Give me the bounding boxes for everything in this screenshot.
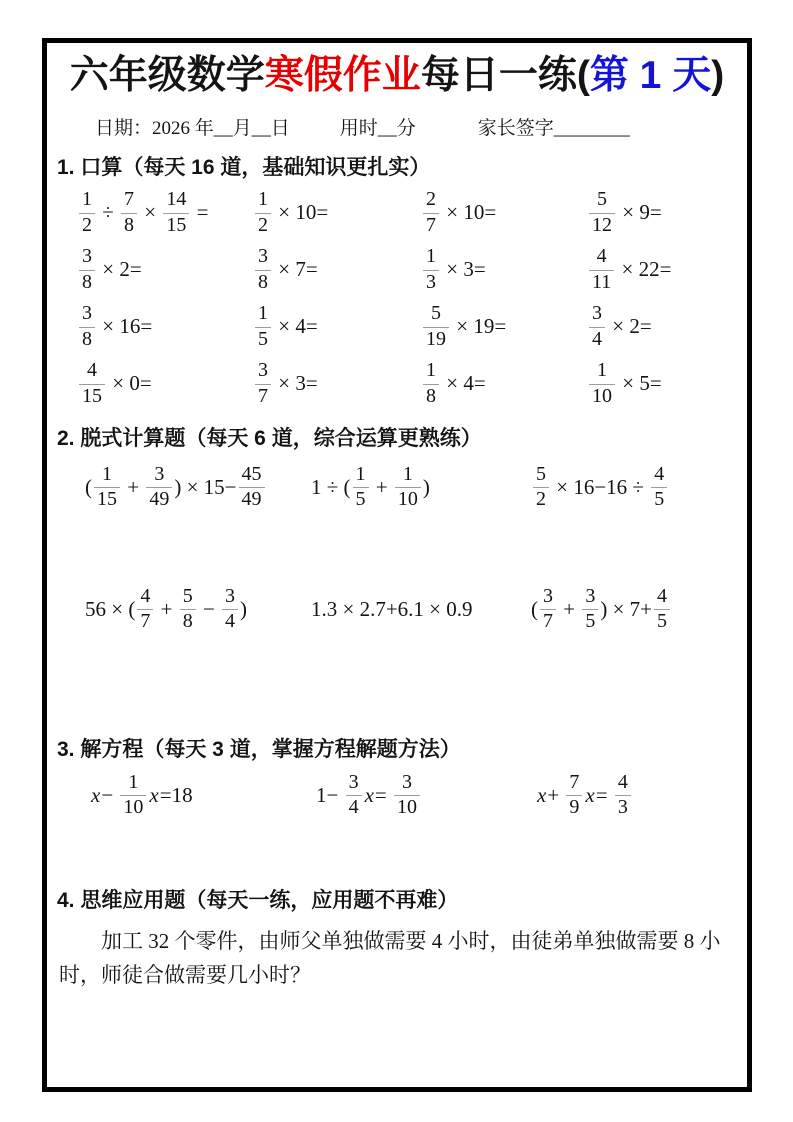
math-text: × 10= — [273, 200, 329, 224]
fraction: $\frac{3}{49}$ — [146, 464, 172, 510]
oral-problem — [421, 241, 587, 298]
fraction: $\frac{45}{49}$ — [239, 464, 265, 510]
fraction: $\frac{1}{5}$ — [353, 464, 369, 510]
fraction: $\frac{3}{8}$ — [79, 303, 95, 349]
oral-problem — [77, 184, 253, 241]
oral-problem — [77, 241, 253, 298]
math-text: 1.3 × 2.7+6.1 × 0.9 — [311, 596, 473, 621]
equation-problem — [536, 763, 747, 827]
equation-problems-grid — [47, 763, 747, 827]
date-field: 日期：2026 年__月__日 — [95, 118, 290, 139]
fraction: $\frac{14}{15}$ — [163, 189, 189, 235]
fraction: $\frac{4}{15}$ — [79, 360, 105, 406]
fraction: $\frac{3}{7}$ — [540, 586, 556, 632]
oral-problems-grid — [47, 184, 747, 412]
math-text: × 3= — [273, 371, 318, 395]
fraction: $\frac{5}{2}$ — [533, 464, 549, 510]
fraction: $\frac{3}{8}$ — [79, 246, 95, 292]
worksheet-frame — [42, 38, 752, 1092]
fraction: $\frac{1}{15}$ — [94, 464, 120, 510]
title-daily: 每日一练 — [420, 54, 577, 97]
section4-heading: 4. 思维应用题（每天一练，应用题不再难） — [57, 889, 459, 912]
fraction: $\frac{5}{12}$ — [589, 189, 615, 235]
math-text: × 22= — [616, 257, 672, 281]
oral-problem — [253, 355, 421, 412]
stepwise-problem — [531, 576, 747, 642]
page-title — [47, 51, 747, 101]
oral-problem — [421, 298, 587, 355]
oral-problem — [421, 184, 587, 241]
oral-problem — [421, 355, 587, 412]
equation-problem — [316, 763, 536, 827]
fraction: $\frac{4}{5}$ — [651, 464, 667, 510]
math-text: ) — [240, 596, 248, 621]
variable-x: x — [537, 782, 547, 807]
math-text: × 2= — [97, 257, 142, 281]
fraction: $\frac{4}{5}$ — [654, 586, 670, 632]
fraction: $\frac{7}{9}$ — [566, 772, 582, 818]
math-text: × 16−16 ÷ — [551, 474, 650, 499]
variable-x: x — [364, 782, 374, 807]
fraction: $\frac{1}{10}$ — [120, 772, 146, 818]
fraction: $\frac{3}{4}$ — [589, 303, 605, 349]
math-text: × 19= — [451, 314, 507, 338]
fraction: $\frac{1}{2}$ — [79, 189, 95, 235]
math-text: + — [547, 782, 565, 807]
equation-problem — [90, 763, 316, 827]
time-field: 用时__分 — [339, 118, 416, 139]
oral-problem — [253, 184, 421, 241]
fraction: $\frac{3}{4}$ — [222, 586, 238, 632]
fraction: $\frac{4}{7}$ — [137, 586, 153, 632]
math-text: = — [374, 782, 393, 807]
math-text: + — [558, 596, 581, 621]
oral-problem — [587, 298, 747, 355]
stepwise-problem — [311, 576, 531, 642]
stepwise-problems-row2 — [47, 576, 747, 642]
math-text: ( — [85, 474, 92, 499]
fraction: $\frac{4}{3}$ — [615, 772, 631, 818]
math-text: + — [370, 474, 393, 499]
math-text: 1− — [316, 782, 344, 807]
variable-x: x — [91, 782, 101, 807]
math-text: × 10= — [441, 200, 497, 224]
section1-heading: 1. 口算（每天 16 道，基础知识更扎实） — [57, 156, 431, 179]
math-text: × 4= — [441, 371, 486, 395]
math-text: × 2= — [607, 314, 652, 338]
math-text: =18 — [159, 782, 193, 807]
signature-field: 家长签字________ — [477, 118, 630, 139]
oral-problem — [77, 298, 253, 355]
math-text: − — [197, 596, 221, 621]
fraction: $\frac{5}{8}$ — [180, 586, 196, 632]
title-grade: 六年级数学 — [69, 54, 265, 97]
fraction: $\frac{1}{5}$ — [255, 303, 271, 349]
variable-x: x — [149, 782, 159, 807]
math-text: − — [101, 782, 119, 807]
math-text: × 7= — [273, 257, 318, 281]
title-paren-close: ) — [711, 54, 725, 97]
math-text: 56 × ( — [85, 596, 136, 621]
fraction: $\frac{3}{8}$ — [255, 246, 271, 292]
fraction: $\frac{4}{11}$ — [589, 246, 614, 292]
math-text: ) × 15− — [174, 474, 237, 499]
oral-problem — [77, 355, 253, 412]
fraction: $\frac{7}{8}$ — [121, 189, 137, 235]
math-text: × 4= — [273, 314, 318, 338]
fraction: $\frac{1}{10}$ — [589, 360, 615, 406]
oral-problem — [587, 241, 747, 298]
oral-problem — [253, 241, 421, 298]
stepwise-problem — [85, 576, 311, 642]
title-paren-open: ( — [576, 54, 590, 97]
oral-problem — [587, 355, 747, 412]
fraction: $\frac{5}{19}$ — [423, 303, 449, 349]
math-text: × 0= — [107, 371, 152, 395]
fraction: $\frac{3}{5}$ — [582, 586, 598, 632]
math-text: 1 ÷ ( — [311, 474, 351, 499]
math-text: × 3= — [441, 257, 486, 281]
title-day-number: 第 1 天 — [589, 54, 712, 97]
fraction: $\frac{2}{7}$ — [423, 189, 439, 235]
math-text: ÷ — [97, 200, 120, 224]
math-text: × 5= — [617, 371, 662, 395]
section2-heading: 2. 脱式计算题（每天 6 道，综合运算更熟练） — [57, 427, 482, 450]
meta-line — [95, 116, 747, 141]
stepwise-problem — [311, 454, 531, 520]
fraction: $\frac{3}{4}$ — [346, 772, 362, 818]
stepwise-problems-row1 — [47, 454, 747, 520]
math-text: = — [595, 782, 613, 807]
fraction: $\frac{1}{2}$ — [255, 189, 271, 235]
oral-problem — [587, 184, 747, 241]
math-text: ( — [531, 596, 538, 621]
word-problem-text: 加工 32 个零件，由师父单独做需要 4 小时，由徒弟单独做需要 8 小时，师徒合做需要几小时？ — [59, 929, 721, 987]
stepwise-problem — [531, 454, 747, 520]
oral-problem — [253, 298, 421, 355]
fraction: $\frac{1}{10}$ — [395, 464, 421, 510]
math-text: ) × 7+ — [600, 596, 653, 621]
variable-x: x — [585, 782, 595, 807]
fraction: $\frac{3}{10}$ — [394, 772, 420, 818]
fraction: $\frac{1}{3}$ — [423, 246, 439, 292]
math-text: ) — [422, 474, 430, 499]
math-text: × 16= — [97, 314, 153, 338]
math-text: = — [191, 200, 209, 224]
fraction: $\frac{3}{7}$ — [255, 360, 271, 406]
section3-heading: 3. 解方程（每天 3 道，掌握方程解题方法） — [57, 738, 461, 761]
math-text: + — [155, 596, 178, 621]
stepwise-problem — [85, 454, 311, 520]
title-holiday: 寒假作业 — [264, 54, 421, 97]
math-text: × — [139, 200, 162, 224]
math-text: + — [122, 474, 145, 499]
math-text: × 9= — [617, 200, 662, 224]
fraction: $\frac{1}{8}$ — [423, 360, 439, 406]
